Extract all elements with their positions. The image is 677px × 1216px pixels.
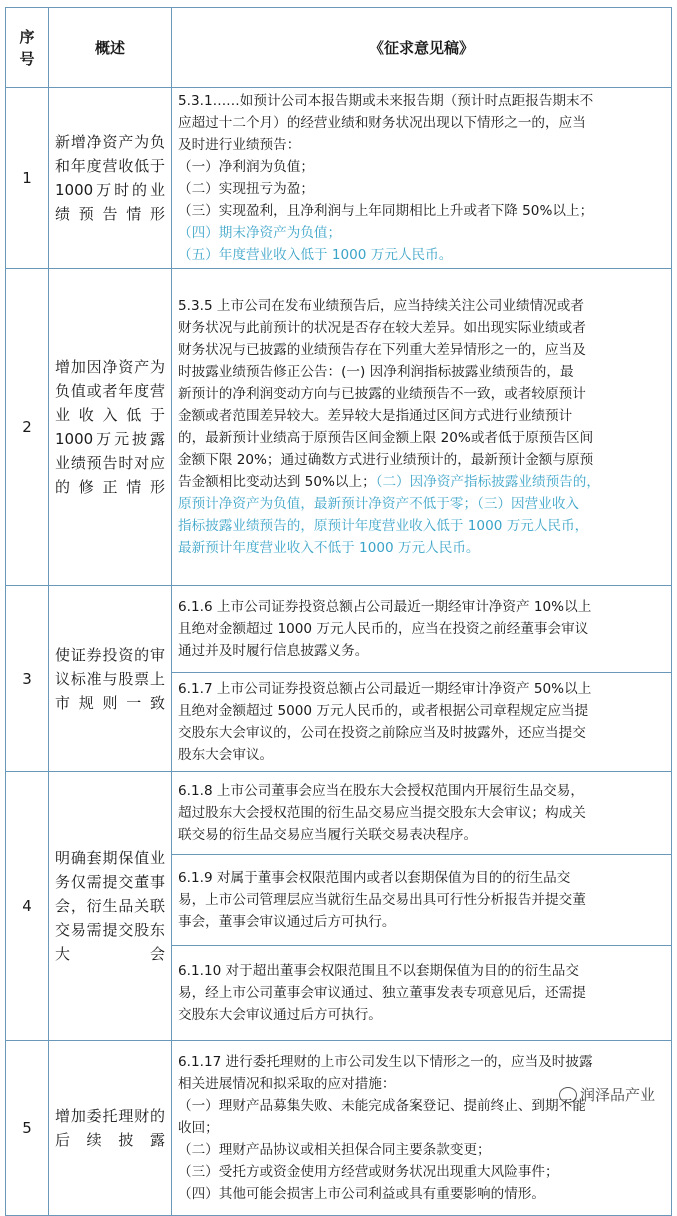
clause-line-text: 最新预计年度营业收入不低于 1000 万元人民币。 (178, 540, 480, 556)
clause-line (178, 339, 665, 361)
clause-line (178, 361, 665, 383)
clause-line-text: 收回； (178, 1120, 219, 1136)
clause-line-text: 财务状况与已披露的业绩预告存在下列重大差异情形之一的，应当及 (178, 342, 586, 358)
clause-line-text: 股东大会审议。 (178, 747, 274, 763)
clause-line (178, 405, 665, 427)
clause-line-text: （四）期末净资产为负值； (178, 225, 342, 241)
clause-text (172, 1041, 672, 1216)
clause-line (178, 780, 665, 802)
clause-line (178, 244, 665, 266)
clause-line (178, 1051, 665, 1073)
clause-text (172, 772, 672, 855)
clause-text (172, 946, 672, 1041)
row-summary: 使证券投资的审议标准与股票上市规则一致 (49, 586, 172, 772)
clause-line (178, 134, 665, 156)
row-summary: 明确套期保值业务仅需提交董事会，衍生品关联交易需提交股东大会 (49, 772, 172, 1041)
clause-line-text: （三）受托方或资金使用方经营或财务状况出现重大风险事件； (178, 1164, 559, 1180)
clause-line-text: 原预计净资产为负值，最新预计净资产不低于零；（三）因营业收入 (178, 496, 580, 512)
clause-line-text: （二）实现扭亏为盈； (178, 181, 314, 197)
clause-line (178, 618, 665, 640)
clause-line (178, 427, 665, 449)
clause-line-text: 6.1.8 上市公司董事会应当在股东大会授权范围内开展衍生品交易， (178, 783, 584, 799)
table-row (6, 772, 672, 855)
row-summary: 新增净资产为负和年度营收低于1000万时的业绩预告情形 (49, 88, 172, 269)
comparison-table (5, 7, 672, 1216)
clause-line (178, 700, 665, 722)
clause-line (178, 678, 665, 700)
clause-line-text: （三）实现盈利，且净利润与上年同期相比上升或者下降 50%以上； (178, 203, 594, 219)
row-summary: 增加因净资产为负值或者年度营业收入低于1000万元披露业绩预告时对应的修正情形 (49, 269, 172, 586)
clause-line (178, 960, 665, 982)
clause-line (178, 449, 665, 471)
clause-line (178, 178, 665, 200)
clause-line-text: （二）理财产品协议或相关担保合同主要条款变更； (178, 1142, 491, 1158)
watermark-text: 润泽品产业 (579, 1086, 655, 1104)
clause-line-text: 金额下限 20%；通过确数方式进行业绩预计的，最新预计金额与原预 (178, 452, 594, 468)
clause-line-text: 5.3.1……如预计公司本报告期或未来报告期（预计时点距报告期末不 (178, 93, 594, 109)
header-no (6, 8, 49, 88)
clause-line (178, 1183, 665, 1205)
clause-line (178, 493, 665, 515)
clause-line-text: 易，经上市公司董事会审议通过、独立董事发表专项意见后，还需提 (178, 985, 586, 1001)
clause-line-text: 及时进行业绩预告： (178, 137, 301, 153)
clause-line (178, 537, 665, 559)
clause-line (178, 911, 665, 933)
clause-line (178, 744, 665, 766)
row-number: 2 (6, 269, 49, 586)
clause-line-text: （四）其他可能会损害上市公司利益或具有重要影响的情形。 (178, 1186, 546, 1202)
clause-line (178, 295, 665, 317)
clause-line (178, 640, 665, 662)
clause-line-highlight: （二）因净资产指标披露业绩预告的， (375, 474, 600, 490)
clause-text (172, 269, 672, 586)
clause-line (178, 1117, 665, 1139)
table-row (6, 586, 672, 673)
clause-text (172, 673, 672, 772)
clause-line-text: 指标披露业绩预告的，原预计年度营业收入低于 1000 万元人民币， (178, 518, 589, 534)
clause-line-text: （一）净利润为负值； (178, 159, 314, 175)
clause-line (178, 596, 665, 618)
table-row (6, 88, 672, 269)
clause-line-text: 6.1.9 对属于董事会权限范围内或者以套期保值为目的的衍生品交 (178, 870, 571, 886)
clause-line (178, 200, 665, 222)
clause-text (172, 855, 672, 946)
clause-line-text: 易，上市公司管理层应当就衍生品交易出具可行性分析报告并提交董 (178, 892, 586, 908)
row-number: 5 (6, 1041, 49, 1216)
row-number: 3 (6, 586, 49, 772)
clause-line-text: 通过并及时履行信息披露义务。 (178, 643, 369, 659)
clause-line-text: 告金额相比变动达到 50%以上； (178, 474, 376, 490)
clause-line-text: 财务状况与此前预计的状况是否存在较大差异。如出现实际业绩或者 (178, 320, 586, 336)
clause-line (178, 383, 665, 405)
clause-line-text: 时披露业绩预告修正公告：(一) 因净利润指标披露业绩预告的，最 (178, 364, 574, 380)
clause-line (178, 1004, 665, 1026)
clause-line (178, 222, 665, 244)
clause-line (178, 802, 665, 824)
clause-line-text: 且绝对金额超过 1000 万元人民币的，应当在投资之前经董事会审议 (178, 621, 589, 637)
clause-line-text: 交股东大会审议通过后方可执行。 (178, 1007, 382, 1023)
table-row (6, 1041, 672, 1216)
watermark (559, 1084, 655, 1105)
clause-line-text: 事会，董事会审议通过后方可执行。 (178, 914, 396, 930)
clause-line (178, 867, 665, 889)
clause-line-text: 金额或者范围差异较大。差异较大是指通过区间方式进行业绩预计 (178, 408, 573, 424)
clause-line-text: 新预计的净利润变动方向与已披露的业绩预告不一致，或者较原预计 (178, 386, 586, 402)
clause-line (178, 722, 665, 744)
row-number: 4 (6, 772, 49, 1041)
row-summary: 增加委托理财的后续披露 (49, 1041, 172, 1216)
clause-line-text: 相关进展情况和拟采取的应对措施： (178, 1076, 396, 1092)
row-number: 1 (6, 88, 49, 269)
wechat-icon (559, 1087, 577, 1103)
clause-line (178, 1161, 665, 1183)
clause-line (178, 515, 665, 537)
clause-line-text: 6.1.6 上市公司证券投资总额占公司最近一期经审计净资产 10%以上 (178, 599, 592, 615)
clause-line (178, 1139, 665, 1161)
clause-text (172, 586, 672, 673)
clause-line-text: 交股东大会审议的，公司在投资之前除应当及时披露外，还应当提交 (178, 725, 586, 741)
clause-line (178, 112, 665, 134)
clause-text (172, 88, 672, 269)
clause-line-text: 6.1.7 上市公司证券投资总额占公司最近一期经审计净资产 50%以上 (178, 681, 592, 697)
clause-line-text: （一）理财产品募集失败、未能完成备案登记、提前终止、到期不能 (178, 1098, 586, 1114)
header-summary: 概述 (49, 8, 172, 88)
clause-line-text: 应超过十二个月）的经营业绩和财务状况出现以下情形之一的，应当 (178, 115, 586, 131)
clause-line (178, 317, 665, 339)
table-row (6, 269, 672, 586)
header-no-text: 序号 (19, 27, 35, 68)
clause-line-text: 6.1.10 对于超出董事会权限范围且不以套期保值为目的的衍生品交 (178, 963, 579, 979)
clause-line-text: 的，最新预计业绩高于原预告区间金额上限 20%或者低于原预告区间 (178, 430, 594, 446)
clause-line (178, 982, 665, 1004)
clause-line-text: 超过股东大会授权范围的衍生品交易应当提交股东大会审议；构成关 (178, 805, 586, 821)
clause-line-text: 联交易的衍生品交易应当履行关联交易表决程序。 (178, 827, 478, 843)
clause-line (178, 824, 665, 846)
clause-line-text: （五）年度营业收入低于 1000 万元人民币。 (178, 247, 453, 263)
clause-line-text: 且绝对金额超过 5000 万元人民币的，或者根据公司章程规定应当提 (178, 703, 589, 719)
table-header-row (6, 8, 672, 88)
clause-line (178, 889, 665, 911)
clause-line (178, 90, 665, 112)
clause-line (178, 471, 665, 493)
clause-line-text: 5.3.5 上市公司在发布业绩预告后，应当持续关注公司业绩情况或者 (178, 298, 584, 314)
clause-line (178, 156, 665, 178)
clause-line-text: 6.1.17 进行委托理财的上市公司发生以下情形之一的，应当及时披露 (178, 1054, 593, 1070)
table-body (6, 88, 672, 1216)
header-draft: 《征求意见稿》 (172, 8, 672, 88)
